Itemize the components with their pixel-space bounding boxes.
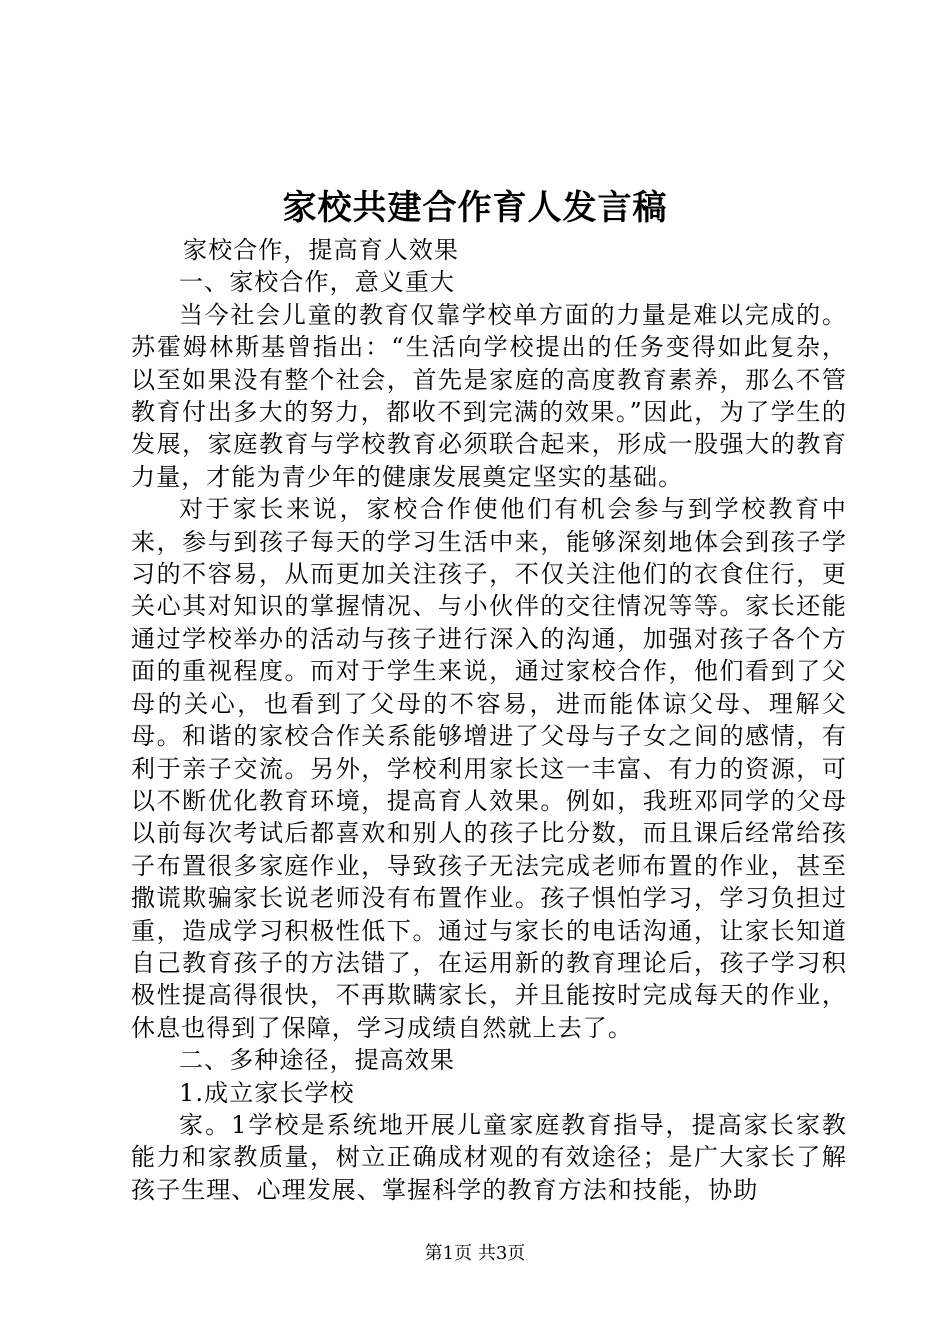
document-title: 家校共建合作育人发言稿 [282,188,668,228]
paragraph: 家。1学校是系统地开展儿童家庭教育指导，提高家长家教能力和家教质量，树立正确成材观的有效途径；是广大家长了解孩子生理、心理发展、掌握科学的教育方法和技能，协助 [131,1110,847,1204]
document-body [131,234,847,1206]
section-heading-2: 二、多种途径，提高效果 [179,1046,456,1075]
page-footer: 第1页 共3页 [424,1243,526,1264]
subsection-heading: 1.成立家长学校 [179,1078,355,1107]
paragraph: 当今社会儿童的教育仅靠学校单方面的力量是难以完成的。苏霍姆林斯基曾指出：“生活向学校提出的任务变得如此复杂，以至如果没有整个社会，首先是家庭的高度教育素养，那么不管教育付出多大的努力，都收不到完满的效果。”因此，为了学生的发展，家庭教育与学校教育必须联合起来，形成一股强大的教育力量，才能为青少年的健康发展奠定坚实的基础。 [131,300,847,491]
paragraph-subtitle: 家校合作，提高育人效果 [183,236,460,264]
section-heading-1: 一、家校合作，意义重大 [179,268,456,297]
paragraph: 对于家长来说，家校合作使他们有机会参与到学校教育中来，参与到孩子每天的学习生活中来，能够深刻地体会到孩子学习的不容易，从而更加关注孩子，不仅关注他们的衣食住行，更关心其对知识的掌握情况、与小伙伴的交往情况等等。家长还能通过学校举办的活动与孩子进行深入的沟通，加强对孩子各个方面的重视程度。而对于学生来说，通过家校合作，他们看到了父母的关心，也看到了父母的不容易，进而能体谅父母、理解父母。和谐的家校合作关系能够增进了父母与子女之间的感情，有利于亲子交流。另外，学校利用家长这一丰富、有力的资源，可以不断优化教育环境，提高育人效果。例如，我班邓同学的父母以前每次考试后都喜欢和别人的孩子比分数，而且课后经常给孩子布置很多家庭作业，导致孩子无法完成老师布置的作业，甚至撒谎欺骗家长说老师没有布置作业。孩子惧怕学习，学习负担过重，造成学习积极性低下。通过与家长的电话沟通，让家长知道自己教育孩子的方法错了，在运用新的教育理论后，孩子学习积极性提高得很快，不再欺瞒家长，并且能按时完成每天的作业，休息也得到了保障，学习成绩自然就上去了。 [131,495,847,1042]
